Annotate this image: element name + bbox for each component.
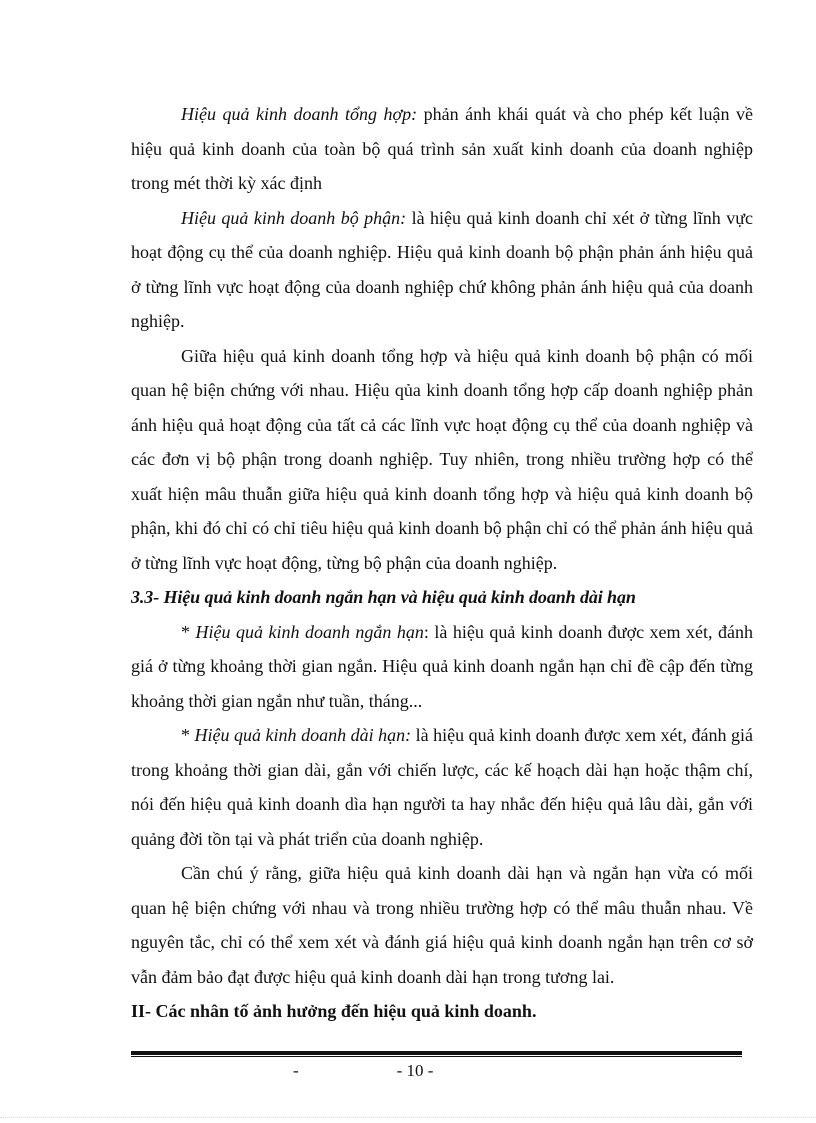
document-body xyxy=(131,97,753,1029)
bullet-prefix: * xyxy=(181,621,196,642)
term-short-term: Hiệu quả kinh doanh ngắn hạn xyxy=(195,621,424,642)
paragraph-text: là hiệu quả kinh doanh được xem xét, đánh giá trong khoảng thời gian dài, gắn với chiến lược, các kế hoạch dài hạn hoặc thậm chí, nói đến hiệu quả kinh doanh dìa hạn người ta hay nhắc đến hiệu quả lâu dài, gắn với quảng đời tồn tại và phát triển của doanh nghiệp. xyxy=(131,725,753,849)
paragraph-short-term xyxy=(131,615,753,719)
paragraph-text: là hiệu quả kinh doanh chỉ xét ở từng lĩnh vực hoạt động cụ thể của doanh nghiệp. Hiệu quả kinh doanh bộ phận phản ánh hiệu quả ở từng lĩnh vực hoạt động của doanh nghiệp chứ không phản ánh hiệu quả của doanh nghiệp. xyxy=(131,207,753,331)
paragraph-partial-efficiency xyxy=(131,201,753,339)
paragraph-aggregate-efficiency xyxy=(131,97,753,201)
section-heading-ii: II- Các nhân tố ảnh hưởng đến hiệu quả kinh doanh. xyxy=(131,1001,537,1021)
paragraph-text: : là hiệu quả kinh doanh được xem xét, đánh giá ở từng khoảng thời gian ngắn. Hiệu quả kinh doanh ngắn hạn chỉ đề cập đến từng khoảng thời gian ngắn như tuần, tháng... xyxy=(131,621,754,711)
page-bottom-edge xyxy=(0,1117,816,1118)
footer-dash: - xyxy=(293,1061,299,1080)
paragraph-long-term xyxy=(131,718,753,856)
paragraph-text: Cần chú ý rằng, giữa hiệu quả kinh doanh dài hạn và ngắn hạn vừa có mối quan hệ biện chứng với nhau và trong nhiều trường hợp có thể mâu thuẫn nhau. Về nguyên tắc, chỉ có thể xem xét và đánh giá hiệu quả kinh doanh ngắn hạn trên cơ sở vẫn đảm bảo đạt được hiệu quả kinh doanh dài hạn trong tương lai. xyxy=(131,863,753,987)
page-number: - 10 - xyxy=(396,1061,434,1080)
footer-divider xyxy=(131,1051,742,1057)
term-long-term: Hiệu quả kinh doanh dài hạn: xyxy=(194,725,412,745)
term-aggregate-efficiency: Hiệu quả kinh doanh tổng hợp: xyxy=(181,104,418,124)
bullet-prefix: * xyxy=(181,725,195,745)
section-heading-3-3: 3.3- Hiệu quả kinh doanh ngắn hạn và hiệu quả kinh doanh dài hạn xyxy=(131,587,636,607)
paragraph-relationship xyxy=(131,339,753,581)
paragraph-note xyxy=(131,856,753,994)
paragraph-text: Giữa hiệu quả kinh doanh tổng hợp và hiệu quả kinh doanh bộ phận có mối quan hệ biện chứng với nhau. Hiệu qủa kinh doanh tổng hợp cấp doanh nghiệp phản ánh hiệu quả hoạt động của tất cả các lĩnh vực hoạt động cụ thể của doanh nghiệp và các đơn vị bộ phận trong doanh nghiệp. Tuy nhiên, trong nhiều trường hợp có thể xuất hiện mâu thuẫn giữa hiệu quả kinh doanh tổng hợp và hiệu quả kinh doanh bộ phận, khi đó chỉ có chỉ tiêu hiệu quả kinh doanh bộ phận chỉ có thể phản ánh hiệu quả ở từng lĩnh vực hoạt động, từng bộ phận của doanh nghiệp. xyxy=(131,345,753,573)
term-partial-efficiency: Hiệu quả kinh doanh bộ phận: xyxy=(181,207,407,228)
paragraph-text: phản ánh khái quát và cho phép kết luận về hiệu quả kinh doanh của toàn bộ quá trình sản xuất kinh doanh của doanh nghiệp trong mét thời kỳ xác định xyxy=(131,104,753,193)
